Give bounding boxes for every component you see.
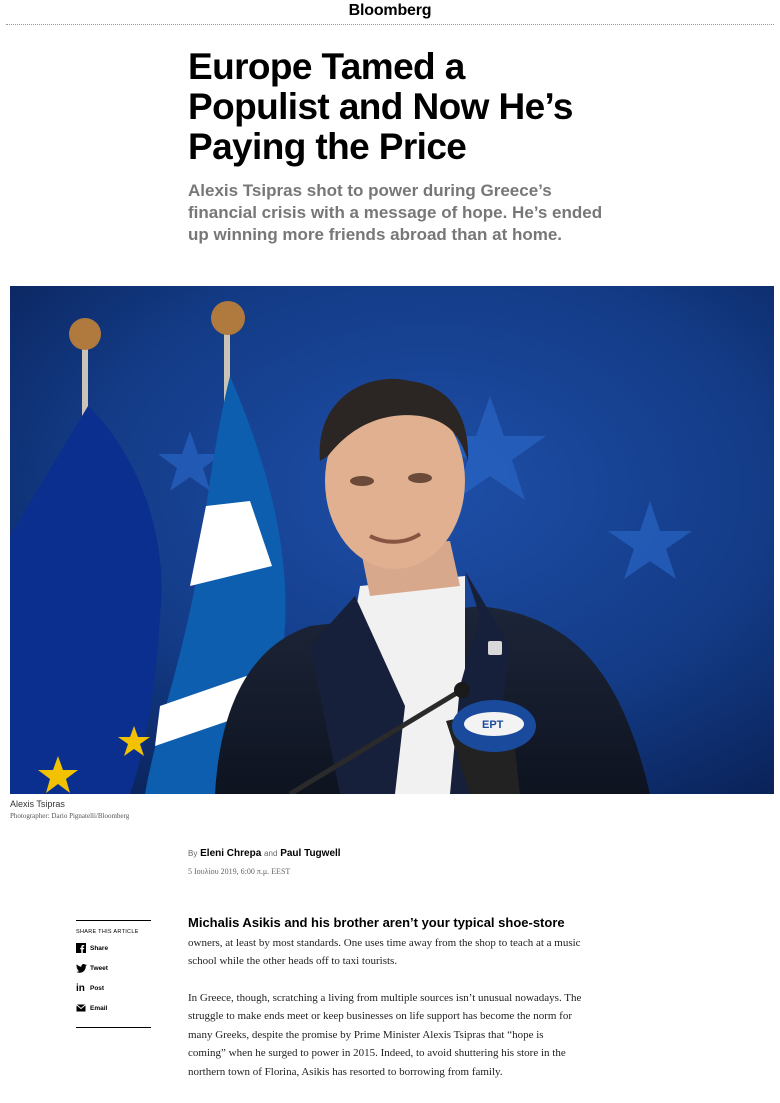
masthead <box>0 0 780 26</box>
share-twitter-button[interactable] <box>76 958 151 978</box>
image-caption: Alexis Tsipras <box>10 799 65 809</box>
article-dek: Alexis Tsipras shot to power during Greece’s financial crisis with a message of hope. He’s ended up winning more friends abroad than at home. <box>188 181 603 244</box>
email-icon <box>76 1004 88 1012</box>
lede-rest-text: owners, at least by most standards. One uses time away from the shop to teach at a music school while the other heads off to taxi tourists. <box>188 936 581 967</box>
bloomberg-logo[interactable]: Bloomberg <box>348 2 432 19</box>
byline <box>188 848 341 859</box>
share-label: SHARE THIS ARTICLE <box>76 929 139 935</box>
publish-date: 5 Ιουλίου 2019, 6:00 π.μ. EEST <box>188 867 291 876</box>
share-email-button[interactable] <box>76 998 151 1018</box>
body-paragraph-2: In Greece, though, scratching a living from multiple sources isn’t unusual nowadays. The struggle to make ends meet or keep businesses on life support has become the norm for many Greeks, despite the promise by Prime Minister Alexis Tsipras that “hope is coming” when he surged to power in 2015. Indeed, to avoid shuttering his store in the northern town of Florina, Asikis has resorted to borrowing from family. <box>188 991 582 1078</box>
author-link-1[interactable]: Eleni Chrepa <box>200 848 262 859</box>
image-credit: Photographer: Dario Pignatelli/Bloomberg <box>10 812 130 820</box>
share-facebook-button[interactable] <box>76 938 151 958</box>
article-body <box>188 914 584 1099</box>
share-panel <box>76 920 151 1028</box>
share-facebook-label: Share <box>90 944 109 952</box>
body-paragraph-1 <box>188 914 584 971</box>
microphone-label: EPT <box>482 719 504 731</box>
share-twitter-label: Tweet <box>90 964 108 972</box>
share-email-label: Email <box>90 1004 108 1012</box>
share-linkedin-label: Post <box>90 984 105 992</box>
facebook-icon <box>76 943 88 953</box>
author-link-2[interactable]: Paul Tugwell <box>280 848 341 859</box>
lede-text: Michalis Asikis and his brother aren’t your typical shoe-store <box>188 915 565 930</box>
lead-image <box>10 286 774 794</box>
share-linkedin-button[interactable] <box>76 978 151 998</box>
byline-by: By <box>188 849 198 858</box>
masthead-divider <box>6 24 774 25</box>
linkedin-icon: in <box>76 982 85 994</box>
twitter-icon <box>76 964 88 973</box>
byline-and: and <box>264 849 278 858</box>
article-headline: Europe Tamed a Populist and Now He’s Paying the Price <box>188 46 573 167</box>
